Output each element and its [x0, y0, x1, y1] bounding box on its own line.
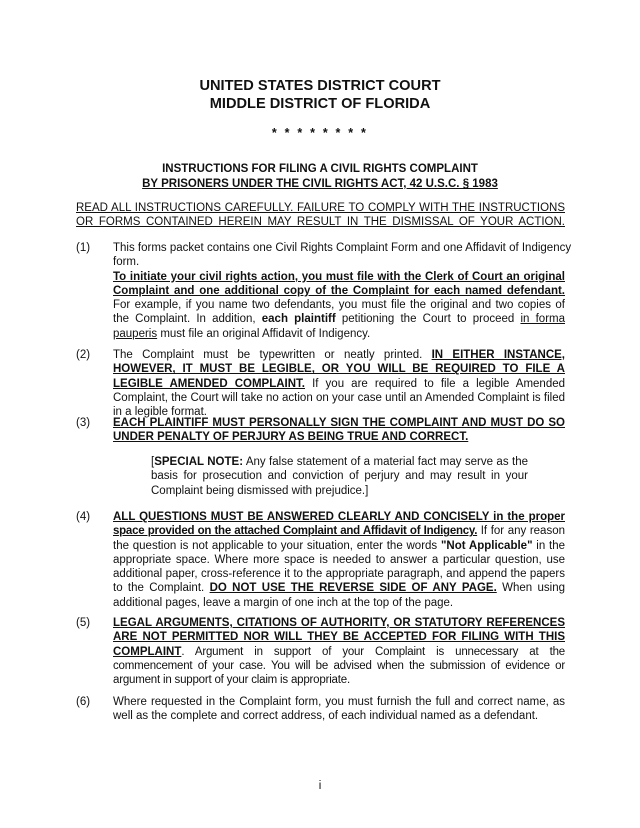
item-4-text-c: When using additional pages, leave a margin of one inch at the top of the page.: [113, 582, 565, 609]
special-note-bracket: [: [151, 456, 155, 468]
item-1-each-plaintiff: each plaintiff: [261, 313, 336, 326]
item-5: [113, 616, 565, 687]
item-3-bold-line1: EACH PLAINTIFF MUST PERSONALLY SIGN THE COMPLAINT AND MUST DO SO: [113, 417, 565, 429]
item-number-4: (4): [76, 511, 91, 523]
special-note-text: Any false statement of a material fact may serve as the basis for prosecution and conviction of perjury and may result in your Complaint being dismissed with prejudice.]: [151, 456, 528, 497]
special-note-label: SPECIAL NOTE:: [154, 456, 244, 468]
item-1-intro-line2: form.: [113, 256, 140, 269]
special-note: [151, 455, 528, 498]
item-1-forma-pauperis: in forma pauperis: [113, 313, 565, 340]
item-1: [113, 241, 572, 341]
item-4-bold-line1: ALL QUESTIONS MUST BE ANSWERED CLEARLY AND CONCISELY in the proper: [113, 511, 565, 523]
item-4-bold-reverse: DO NOT USE THE REVERSE SIDE OF ANY PAGE.: [209, 582, 497, 595]
item-2-text-b: If you are required to file a legible Amended Complaint, the Court will take no action on your case until an Amended Complaint is filed in a legible format.: [113, 377, 566, 419]
page-number: i: [318, 780, 322, 792]
warning-line2: OR FORMS CONTAINED HEREIN MAY RESULT IN THE DISMISSAL OF YOUR ACTION.: [76, 216, 565, 229]
item-number-2: (2): [76, 349, 91, 361]
item-6: Where requested in the Complaint form, you must furnish the full and correct name, as well as the complete and correct address, of each individual named as a defendant.: [113, 696, 565, 723]
item-4: [113, 510, 565, 610]
item-number-3: (3): [76, 417, 91, 429]
item-4-text-a: If for any reason the question is not applicable to your situation, enter the words: [113, 525, 565, 552]
document-title-line1: INSTRUCTIONS FOR FILING A CIVIL RIGHTS COMPLAINT: [162, 163, 478, 175]
item-1-text-a: For example, if you name two defendants, you must file the original and two copies of the Complaint. In addition,: [113, 299, 565, 326]
item-2-bold: IN EITHER INSTANCE, HOWEVER, IT MUST BE LEGIBLE, OR YOU WILL BE REQUIRED TO FILE A LEGIBLE AMENDED COMPLAINT.: [113, 349, 565, 390]
item-1-bold-line2: Complaint and one additional copy of the Complaint for each named defendant.: [113, 284, 565, 297]
item-2-text-a: The Complaint must be typewritten or neatly printed.: [113, 349, 432, 361]
item-5-bold: LEGAL ARGUMENTS, CITATIONS OF AUTHORITY, OR STATUTORY REFERENCES ARE NOT PERMITTED NOR WILL THEY BE ACCEPTED FOR FILING WITH THIS COMPLAINT: [113, 617, 565, 658]
warning-block: [76, 201, 565, 230]
court-name-line2: MIDDLE DISTRICT OF FLORIDA: [209, 96, 431, 112]
item-4-not-applicable: "Not Applicable": [440, 539, 533, 552]
item-1-text-c: must file an original Affidavit of Indigency.: [157, 327, 371, 340]
item-1-bold-line1: To initiate your civil rights action, you must file with the Clerk of Court an original: [113, 270, 565, 283]
item-5-text: . Argument in support of your Complaint is unnecessary at the commencement of your case. You will be advised when the submission of evidence or argument in support of your claim is appropriate.: [113, 645, 565, 687]
item-1-body: [113, 284, 565, 341]
item-4-body: [113, 524, 565, 610]
court-name-line1: UNITED STATES DISTRICT COURT: [199, 78, 441, 94]
item-2: [113, 348, 565, 419]
item-number-1: (1): [76, 242, 91, 254]
item-4-bold-line2: space provided on the attached Complaint and Affidavit of Indigency.: [113, 525, 478, 538]
item-1-intro-line1: This forms packet contains one Civil Rights Complaint Form and one Affidavit of Indigency: [113, 242, 572, 254]
item-1-text-b: petitioning the Court to proceed: [335, 313, 521, 326]
warning-line1: READ ALL INSTRUCTIONS CAREFULLY. FAILURE TO COMPLY WITH THE INSTRUCTIONS: [76, 202, 565, 214]
separator-stars: * * * * * * * *: [271, 126, 369, 140]
item-number-6: (6): [76, 696, 91, 708]
item-3-bold-line2: UNDER PENALTY OF PERJURY AS BEING TRUE AND CORRECT.: [113, 431, 469, 444]
item-number-5: (5): [76, 617, 91, 629]
item-4-text-b: in the appropriate space. Where more space is needed to answer a particular question, use additional paper, cross-reference it to the appropriate paragraph, and append the papers to the Complaint.: [113, 539, 566, 595]
item-3: [113, 416, 565, 445]
document-title-line2: BY PRISONERS UNDER THE CIVIL RIGHTS ACT, 42 U.S.C. § 1983: [142, 178, 498, 190]
